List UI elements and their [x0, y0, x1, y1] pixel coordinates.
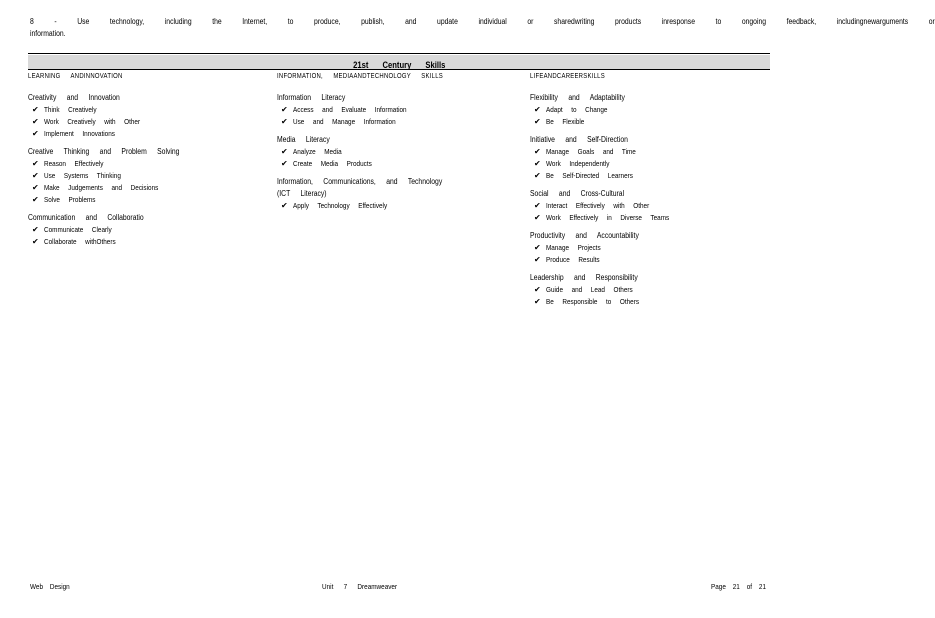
check-icon: ✔ — [534, 117, 541, 126]
check-icon: ✔ — [534, 147, 541, 156]
footer-unit-title: Unit 7 Dreamweaver — [322, 582, 398, 591]
check-icon: ✔ — [32, 195, 39, 204]
check-icon: ✔ — [534, 159, 541, 168]
list-item: ✔ Work Independently — [534, 159, 610, 168]
check-icon: ✔ — [32, 159, 39, 168]
group-title: Initiative and Self-Direction — [530, 135, 628, 144]
group-title: Flexibility and Adaptability — [530, 93, 625, 102]
intro-text-line-2: information. — [30, 29, 66, 38]
check-icon: ✔ — [32, 117, 39, 126]
list-item: ✔ Manage Projects — [534, 243, 601, 252]
check-icon: ✔ — [281, 117, 288, 126]
list-item: ✔ Work Effectively in Diverse Teams — [534, 213, 670, 222]
column-heading: LIFEANDCAREERSKILLS — [530, 73, 605, 80]
list-item: ✔ Apply Technology Effectively — [281, 201, 388, 210]
skill-group — [530, 92, 780, 128]
list-item: ✔ Access and Evaluate Information — [281, 105, 407, 114]
group-title-continued: (ICT Literacy) — [277, 189, 327, 198]
group-title: Productivity and Accountability — [530, 231, 639, 240]
skill-group — [530, 230, 780, 266]
check-icon: ✔ — [32, 183, 39, 192]
column-learning-innovation — [28, 72, 278, 254]
column-information-media-technology — [277, 72, 527, 218]
group-title: Information, Communications, and Technology — [277, 177, 443, 186]
check-icon: ✔ — [534, 105, 541, 114]
check-icon: ✔ — [32, 105, 39, 114]
group-title: Social and Cross-Cultural — [530, 189, 625, 198]
footer-page-number: Page 21 of 21 — [711, 582, 767, 591]
check-icon: ✔ — [32, 129, 39, 138]
list-item: ✔ Be Responsible to Others — [534, 297, 640, 306]
check-icon: ✔ — [281, 105, 288, 114]
group-title: Creativity and Innovation — [28, 93, 120, 102]
skills-banner — [28, 55, 770, 70]
list-item: ✔ Analyze Media — [281, 147, 342, 156]
skill-group — [28, 92, 278, 140]
check-icon: ✔ — [32, 237, 39, 246]
skill-group — [28, 146, 278, 206]
skill-group — [530, 188, 780, 224]
banner-divider — [28, 53, 770, 54]
list-item: ✔ Work Creatively with Other — [32, 117, 141, 126]
check-icon: ✔ — [534, 285, 541, 294]
list-item: ✔ Make Judgements and Decisions — [32, 183, 159, 192]
skill-group — [530, 272, 780, 308]
list-item: ✔ Communicate Clearly — [32, 225, 112, 234]
list-item: ✔ Be Flexible — [534, 117, 585, 126]
column-heading: LEARNING ANDINNOVATION — [28, 73, 123, 80]
footer-course-name: Web Design — [30, 582, 70, 591]
check-icon: ✔ — [32, 171, 39, 180]
check-icon: ✔ — [534, 243, 541, 252]
list-item: ✔ Collaborate withOthers — [32, 237, 116, 246]
list-item: ✔ Manage Goals and Time — [534, 147, 636, 156]
group-title: Leadership and Responsibility — [530, 273, 638, 282]
check-icon: ✔ — [32, 225, 39, 234]
column-heading: INFORMATION, MEDIAANDTECHNOLOGY SKILLS — [277, 73, 443, 80]
banner-title: 21st Century Skills — [352, 60, 446, 70]
skill-group — [28, 212, 278, 248]
list-item: ✔ Guide and Lead Others — [534, 285, 633, 294]
check-icon: ✔ — [534, 201, 541, 210]
list-item: ✔ Produce Results — [534, 255, 600, 264]
group-title: Media Literacy — [277, 135, 330, 144]
list-item: ✔ Use and Manage Information — [281, 117, 396, 126]
skill-group — [530, 134, 780, 182]
list-item: ✔ Use Systems Thinking — [32, 171, 121, 180]
list-item: ✔ Be Self-Directed Learners — [534, 171, 633, 180]
list-item: ✔ Adapt to Change — [534, 105, 608, 114]
list-item: ✔ Think Creatively — [32, 105, 97, 114]
check-icon: ✔ — [534, 171, 541, 180]
list-item: ✔ Implement Innovations — [32, 129, 115, 138]
list-item: ✔ Interact Effectively with Other — [534, 201, 650, 210]
list-item: ✔ Reason Effectively — [32, 159, 104, 168]
check-icon: ✔ — [534, 255, 541, 264]
group-title: Communication and Collaboratio — [28, 213, 144, 222]
group-title: Creative Thinking and Problem Solving — [28, 147, 180, 156]
skill-group — [277, 176, 527, 212]
check-icon: ✔ — [281, 159, 288, 168]
check-icon: ✔ — [534, 213, 541, 222]
check-icon: ✔ — [281, 201, 288, 210]
list-item: ✔ Create Media Products — [281, 159, 372, 168]
group-title: Information Literacy — [277, 93, 346, 102]
intro-text-line-1: 8 - Use technology, including the Internet, to produce, publish, and update individual or sharedwriting products inresponse to ongoing feedback, includingnewarguments or — [30, 17, 935, 26]
skill-group — [277, 134, 527, 170]
check-icon: ✔ — [281, 147, 288, 156]
list-item: ✔ Solve Problems — [32, 195, 96, 204]
column-life-career — [530, 72, 780, 314]
skill-group — [277, 92, 527, 128]
check-icon: ✔ — [534, 297, 541, 306]
